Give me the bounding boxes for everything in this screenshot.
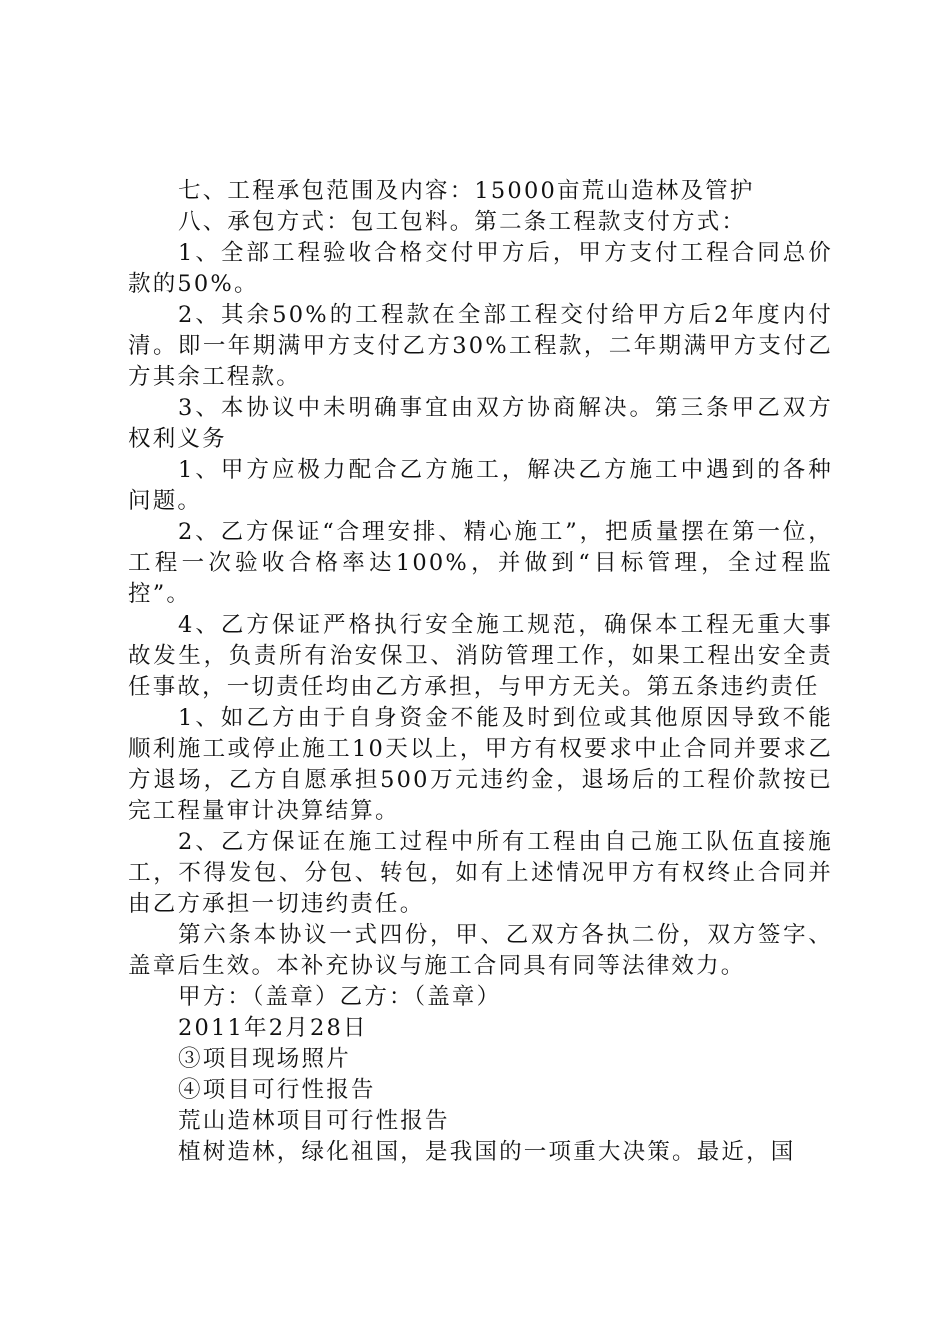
attachment-feasibility: ④项目可行性报告 (178, 1077, 376, 1103)
paragraph-rights-1: 1、甲方应极力配合乙方施工，解决乙方施工中遇到的各种问题。 (128, 457, 833, 514)
paragraph-payment-3: 3、本协议中未明确事宜由双方协商解决。第三条甲乙双方权利义务 (128, 395, 833, 452)
paragraph-contract-mode: 八、承包方式：包工包料。第二条工程款支付方式： (178, 209, 747, 235)
report-title: 荒山造林项目可行性报告 (178, 1108, 450, 1134)
document-body (128, 176, 833, 1168)
signature-line: 甲方：（盖章）乙方：（盖章） (178, 984, 502, 1010)
paragraph-payment-1: 1、全部工程验收合格交付甲方后，甲方支付工程合同总价款的50%。 (128, 240, 833, 297)
paragraph-article-6: 第六条本协议一式四份，甲、乙双方各执二份，双方签字、盖章后生效。本补充协议与施工合同具有同等法律效力。 (128, 922, 833, 979)
signing-date: 2011年2月28日 (178, 1015, 368, 1041)
attachment-photos: ③项目现场照片 (178, 1046, 351, 1072)
paragraph-breach-2: 2、乙方保证在施工过程中所有工程由自己施工队伍直接施工，不得发包、分包、转包，如有上述情况甲方有权终止合同并由乙方承担一切违约责任。 (128, 829, 833, 917)
paragraph-scope: 七、工程承包范围及内容：15000亩荒山造林及管护 (178, 178, 755, 204)
paragraph-payment-2: 2、其余50%的工程款在全部工程交付给甲方后2年度内付清。即一年期满甲方支付乙方30%工程款，二年期满甲方支付乙方其余工程款。 (128, 302, 833, 390)
report-intro: 植树造林，绿化祖国，是我国的一项重大决策。最近，国 (178, 1139, 796, 1165)
paragraph-rights-2: 2、乙方保证“合理安排、精心施工”，把质量摆在第一位，工程一次验收合格率达100%，并做到“目标管理，全过程监控”。 (128, 519, 833, 607)
paragraph-rights-4: 4、乙方保证严格执行安全施工规范，确保本工程无重大事故发生，负责所有治安保卫、消防管理工作，如果工程出安全责任事故，一切责任均由乙方承担，与甲方无关。第五条违约责任 (128, 612, 833, 700)
paragraph-breach-1: 1、如乙方由于自身资金不能及时到位或其他原因导致不能顺利施工或停止施工10天以上，甲方有权要求中止合同并要求乙方退场，乙方自愿承担500万元违约金，退场后的工程价款按已完工程量审计决算结算。 (128, 705, 833, 824)
